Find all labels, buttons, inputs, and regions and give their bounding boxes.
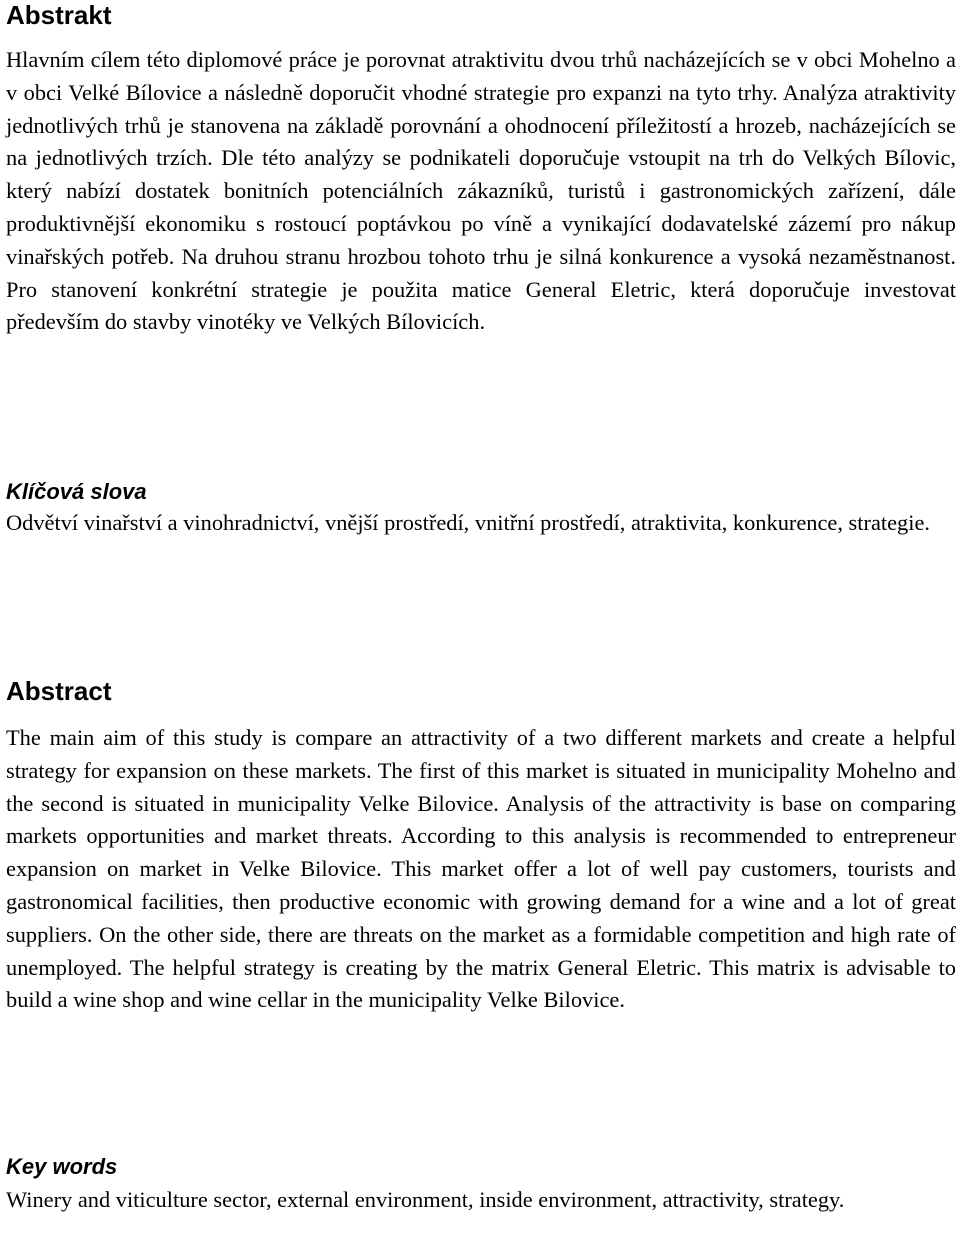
klicova-slova-text: Odvětví vinařství a vinohradnictví, vnější prostředí, vnitřní prostředí, atraktivita, konkurence, strategie. xyxy=(6,510,930,535)
abstract-heading: Abstract xyxy=(6,676,112,706)
abstrakt-paragraph: Hlavním cílem této diplomové práce je porovnat atraktivitu dvou trhů nacházejících se v obci Mohelno a v obci Velké Bílovice a následně doporučit vhodné strategie pro expanzi na tyto trhy. Analýza atraktivity jednotlivých trhů je stanovena na základě porovnání a ohodnocení příležitostí a hrozeb, nacházejících se na jednotlivých trzích. Dle této analýzy se podnikateli doporučuje vstoupit na trh do Velkých Bílovic, který nabízí dostatek bonitních potenciálních zákazníků, turistů i gastronomických zařízení, dále produktivnější ekonomiku s rostoucí poptávkou po víně a vynikající dodavatelské zázemí pro nákup vinařských potřeb. Na druhou stranu hrozbou tohoto trhu je silná konkurence a vysoká nezaměstnanost. Pro stanovení konkrétní strategie je použita matice General Eletric, která doporučuje investovat především do stavby vinotéky ve Velkých Bílovicích. xyxy=(6,47,956,335)
key-words-heading: Key words xyxy=(6,1154,118,1179)
key-words-text: Winery and viticulture sector, external environment, inside environment, attractivity, strategy. xyxy=(6,1187,845,1212)
klicova-slova-heading: Klíčová slova xyxy=(6,479,147,504)
abstrakt-heading: Abstrakt xyxy=(6,0,112,30)
abstract-paragraph: The main aim of this study is compare an attractivity of a two different markets and create a helpful strategy for expansion on these markets. The first of this market is situated in municipality Mohelno and the second is situated in municipality Velke Bilovice. Analysis of the attractivity is base on comparing markets opportunities and market threats. According to this analysis is recommended to entrepreneur expansion on market in Velke Bilovice. This market offer a lot of well pay customers, tourists and gastronomical facilities, then productive economic with growing demand for a wine and a lot of great suppliers. On the other side, there are threats on the market as a formidable competition and high rate of unemployed. The helpful strategy is creating by the matrix General Eletric. This matrix is advisable to build a wine shop and wine cellar in the municipality Velke Bilovice. xyxy=(6,725,956,1013)
